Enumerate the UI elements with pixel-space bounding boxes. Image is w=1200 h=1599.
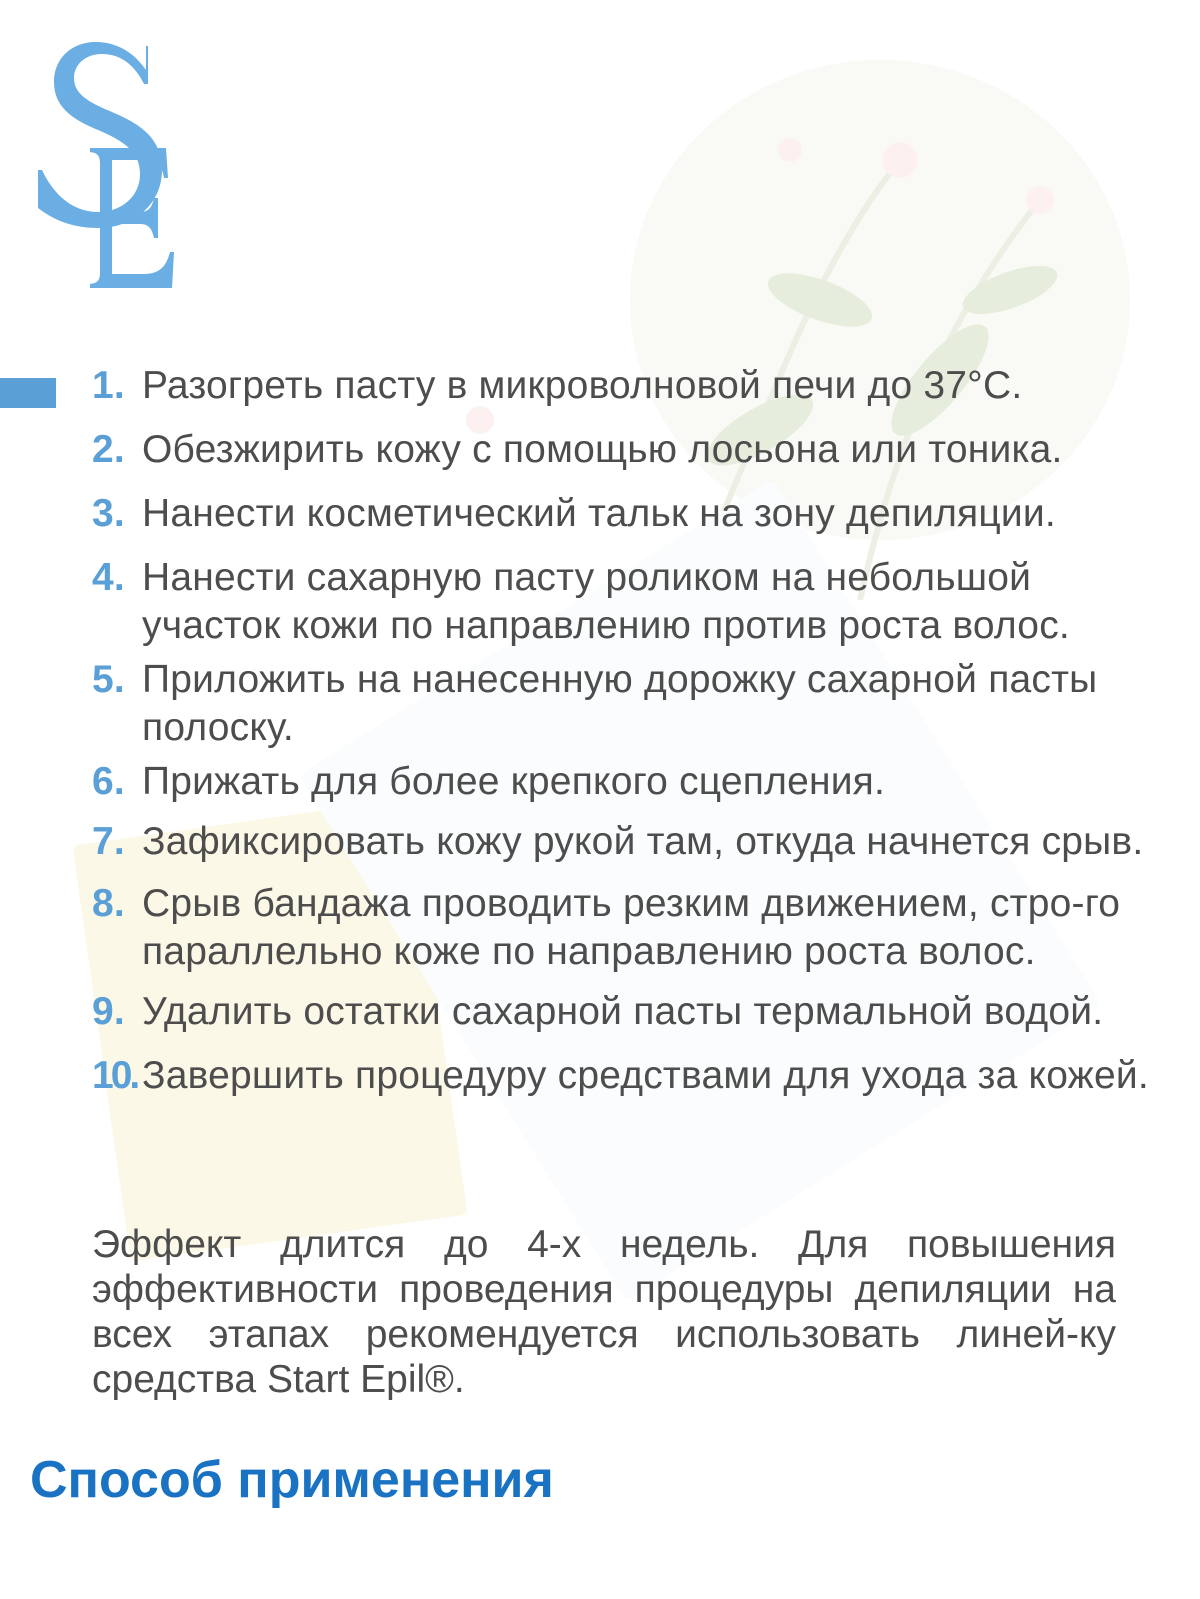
step-5 [92, 656, 1152, 752]
step-text: Приложить на нанесенную дорожку сахарной пасты полоску. [142, 658, 1098, 749]
effect-paragraph: Эффект длится до 4-х недель. Для повышения эффективности проведения процедуры депиляции на всех этапах рекомендуется использовать линей-ку средства Start Epil®. [92, 1223, 1116, 1401]
accent-bar [0, 378, 56, 408]
step-text: Удалить остатки сахарной пасты термальной водой. [142, 990, 1104, 1033]
step-text: Разогреть пасту в микроволновой печи до 37°С. [142, 364, 1023, 407]
step-number: 3. [92, 492, 125, 535]
step-number: 9. [92, 990, 125, 1033]
se-monogram-logo-icon [28, 28, 188, 288]
step-7 [92, 818, 1152, 866]
step-1 [92, 362, 1152, 410]
step-4 [92, 554, 1152, 650]
step-3 [92, 490, 1152, 538]
step-text: Зафиксировать кожу рукой там, откуда начнется срыв. [142, 820, 1144, 863]
step-text: Обезжирить кожу с помощью лосьона или тоника. [142, 428, 1063, 471]
instruction-steps-list [92, 362, 1152, 1100]
step-number: 7. [92, 820, 125, 863]
step-text: Нанести сахарную пасту роликом на небольшой участок кожи по направлению против роста волос. [142, 556, 1070, 647]
step-number: 6. [92, 760, 125, 803]
step-number: 5. [92, 658, 125, 701]
step-text: Нанести косметический тальк на зону депиляции. [142, 492, 1056, 535]
section-title: Способ применения [30, 1451, 554, 1509]
step-number: 2. [92, 428, 125, 471]
step-9 [92, 988, 1152, 1036]
step-2 [92, 426, 1152, 474]
step-10 [92, 1052, 1152, 1100]
step-number: 8. [92, 882, 125, 925]
step-number: 10. [92, 1054, 138, 1097]
step-number: 1. [92, 364, 125, 407]
step-8 [92, 880, 1152, 976]
step-text: Завершить процедуру средствами для ухода за кожей. [142, 1054, 1149, 1097]
step-text: Прижать для более крепкого сцепления. [142, 760, 886, 803]
step-text: Срыв бандажа проводить резким движением, стро-го параллельно коже по направлению роста волос. [142, 882, 1121, 973]
step-6 [92, 758, 1152, 806]
step-number: 4. [92, 556, 125, 599]
